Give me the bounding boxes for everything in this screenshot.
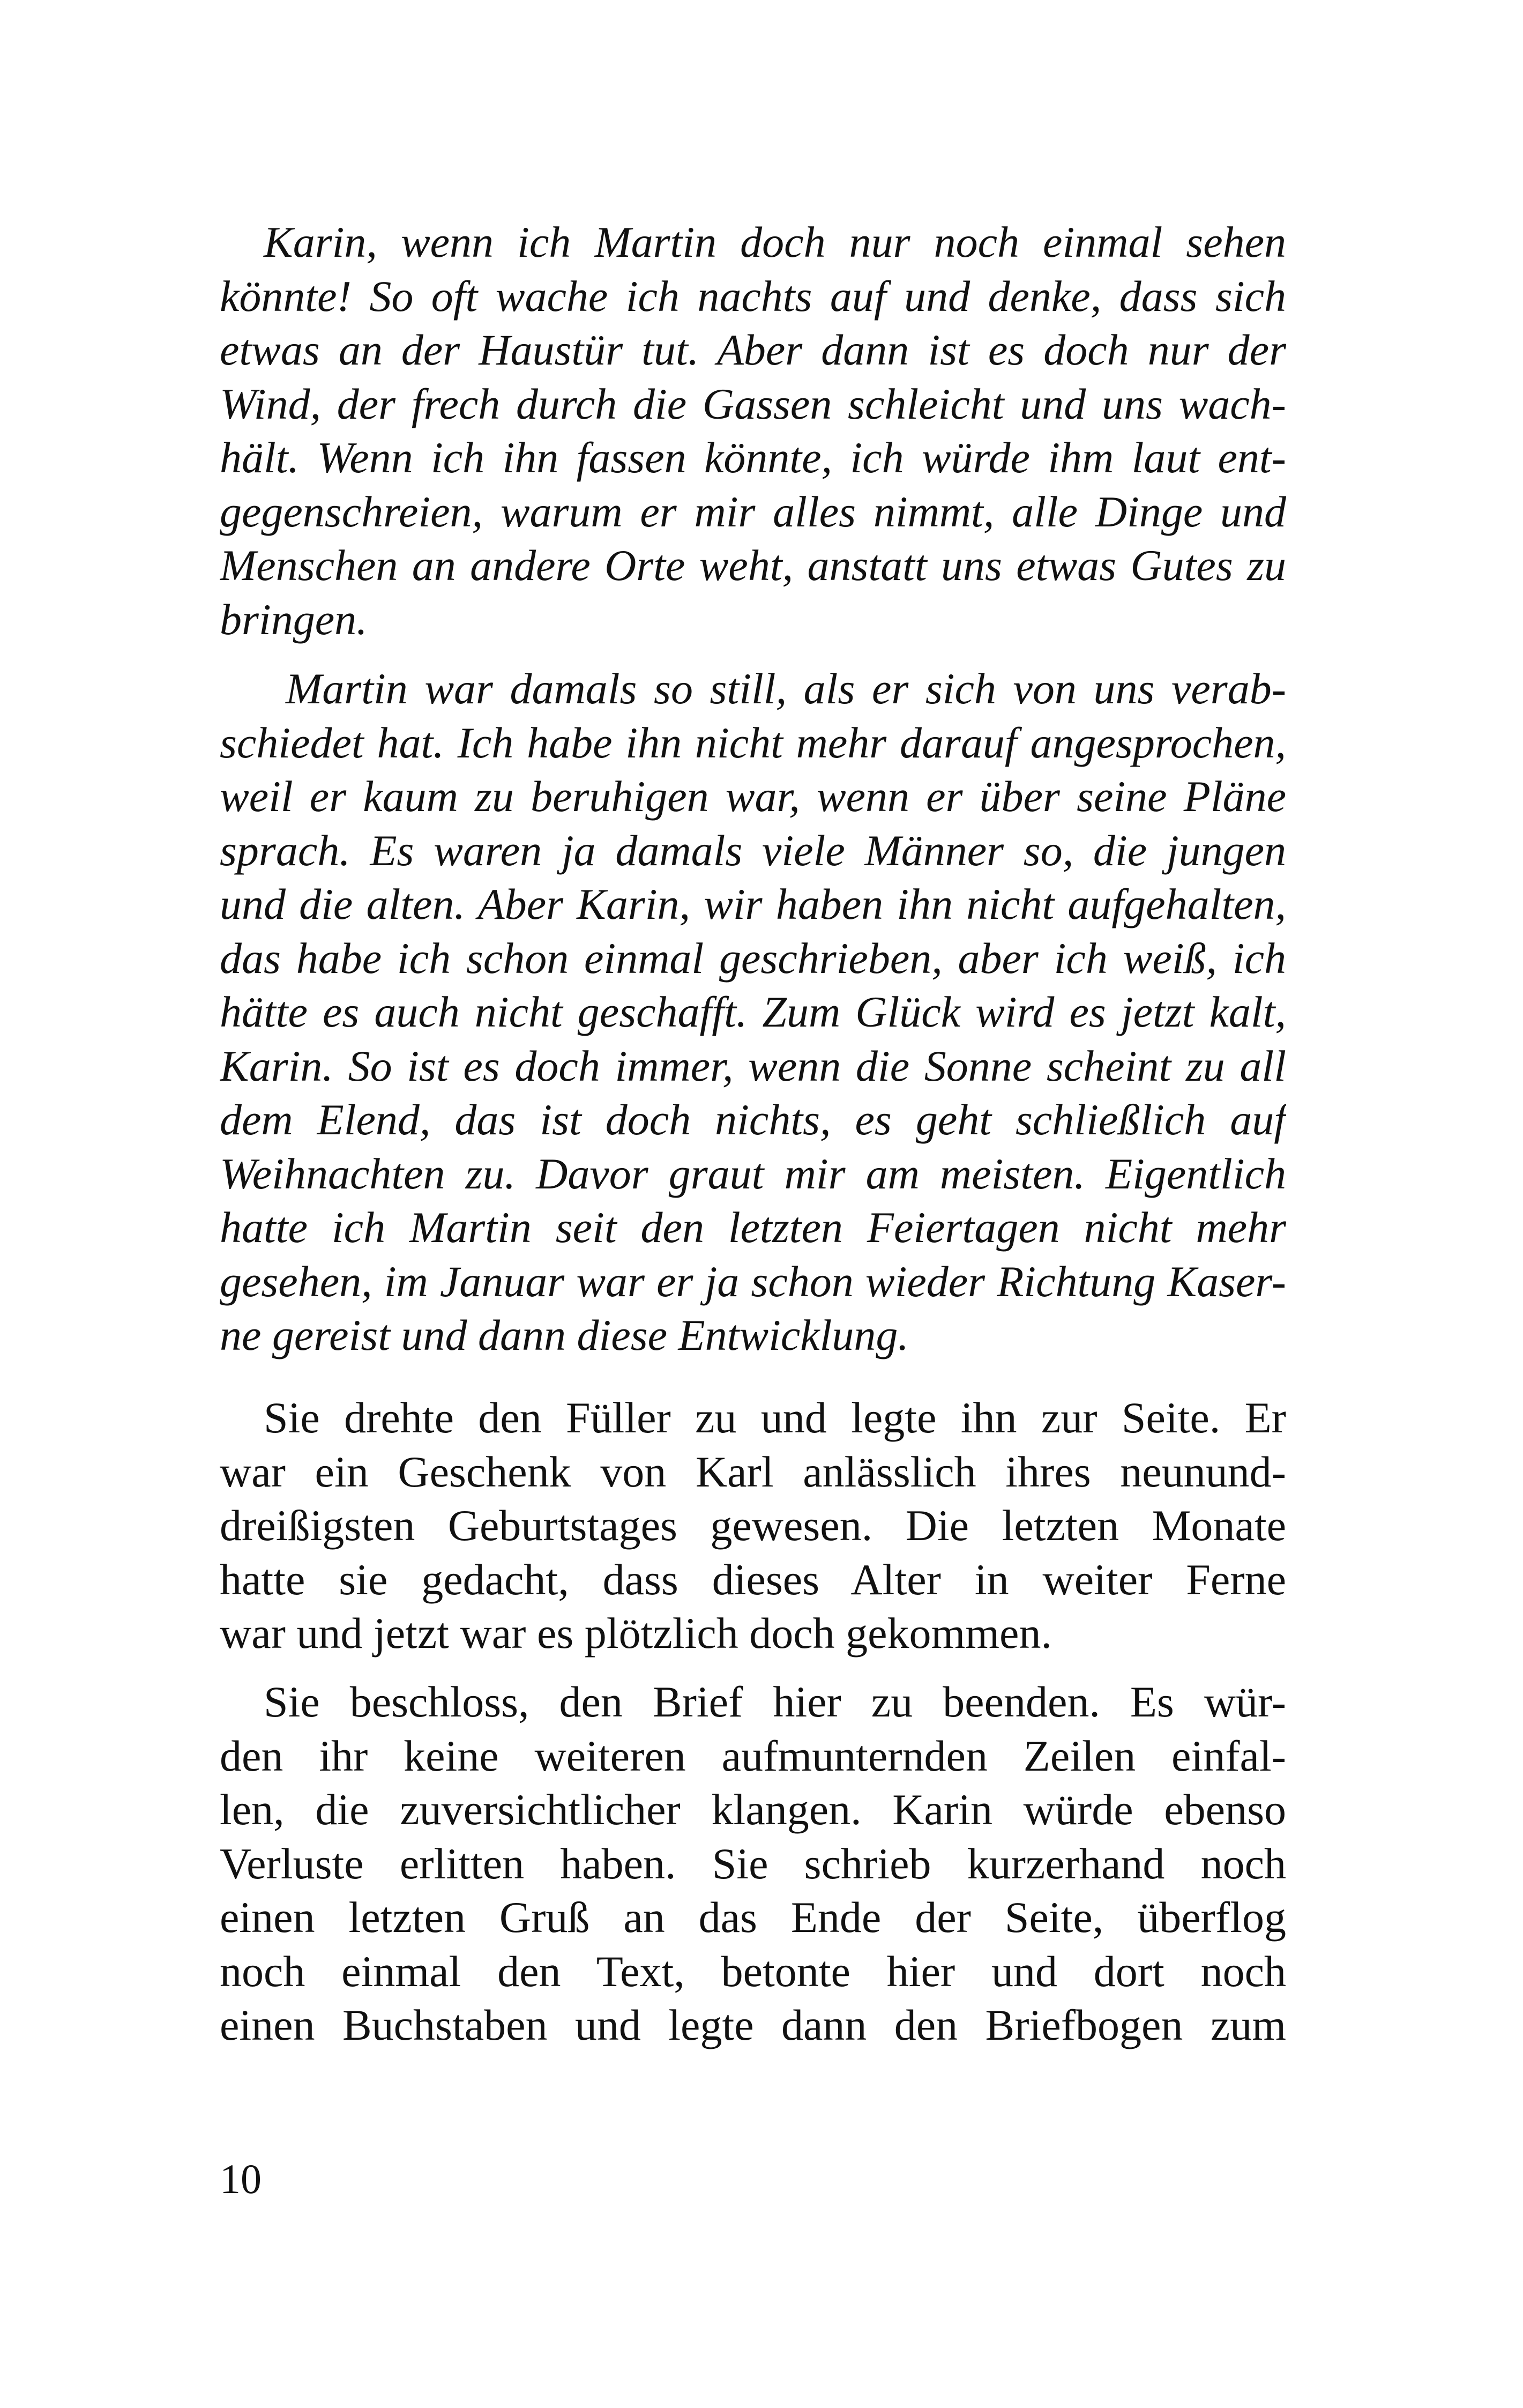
text-line: weil er kaum zu beruhigen war, wenn er über seine Pläne (220, 772, 1286, 821)
text-line: war ein Geschenk von Karl anlässlich ihres neunund- (220, 1447, 1286, 1496)
text-line: sprach. Es waren ja damals viele Männer so, die jungen (220, 826, 1286, 875)
text-line: dem Elend, das ist doch nichts, es geht schließlich auf (220, 1095, 1286, 1144)
text-line: dreißigsten Geburtstages gewesen. Die letzten Monate (220, 1501, 1286, 1550)
text-line: war und jetzt war es plötzlich doch gekommen. (220, 1609, 1052, 1658)
text-line: etwas an der Haustür tut. Aber dann ist es doch nur der (220, 325, 1286, 374)
text-line: ne gereist und dann diese Entwicklung. (220, 1311, 909, 1359)
text-line: gegenschreien, warum er mir alles nimmt, alle Dinge und (220, 487, 1286, 536)
text-line: den ihr keine weiteren aufmunternden Zeilen einfal- (220, 1731, 1286, 1780)
text-line: könnte! So oft wache ich nachts auf und denke, dass sich (220, 271, 1286, 321)
text-line: hätte es auch nicht geschafft. Zum Glück wird es jetzt kalt, (220, 987, 1286, 1036)
page-number: 10 (220, 2156, 262, 2202)
text-line: Karin, wenn ich Martin doch nur noch einmal sehen (220, 218, 1286, 266)
text-line: das habe ich schon einmal geschrieben, aber ich weiß, ich (220, 933, 1286, 983)
paragraph-letter-1 (220, 215, 1286, 646)
text-line: schiedet hat. Ich habe ihn nicht mehr darauf angesprochen, (220, 718, 1286, 767)
text-line: Sie drehte den Füller zu und legte ihn zur Seite. Er (220, 1393, 1286, 1442)
text-line: hatte sie gedacht, dass dieses Alter in weiter Ferne (220, 1555, 1286, 1604)
text-line: Wind, der frech durch die Gassen schleicht und uns wach- (220, 379, 1286, 428)
text-line: Sie beschloss, den Brief hier zu beenden. Es wür- (220, 1677, 1286, 1726)
text-line: hält. Wenn ich ihn fassen könnte, ich würde ihm laut ent- (220, 433, 1286, 482)
text-line: Weihnachten zu. Davor graut mir am meisten. Eigentlich (220, 1149, 1286, 1198)
paragraph-letter-2 (220, 662, 1286, 1363)
text-line: gesehen, im Januar war er ja schon wieder Richtung Kaser- (220, 1257, 1286, 1306)
text-line: und die alten. Aber Karin, wir haben ihn nicht aufgehalten, (220, 880, 1286, 928)
text-line: hatte ich Martin seit den letzten Feiertagen nicht mehr (220, 1203, 1286, 1252)
text-line: Verluste erlitten haben. Sie schrieb kurzerhand noch (220, 1839, 1286, 1888)
paragraph-narration-2 (220, 1675, 1286, 2053)
paragraph-narration-1 (220, 1391, 1286, 1661)
text-line: Martin war damals so still, als er sich von uns verab- (220, 664, 1286, 713)
text-line: einen Buchstaben und legte dann den Briefbogen zum (220, 2001, 1286, 2049)
text-line: bringen. (220, 594, 368, 644)
text-line: einen letzten Gruß an das Ende der Seite, überflog (220, 1893, 1286, 1942)
text-line: Karin. So ist es doch immer, wenn die Sonne scheint zu all (220, 1041, 1286, 1090)
text-line: Menschen an andere Orte weht, anstatt uns etwas Gutes zu (220, 541, 1286, 590)
text-line: noch einmal den Text, betonte hier und dort noch (220, 1946, 1286, 1996)
text-line: len, die zuversichtlicher klangen. Karin würde ebenso (220, 1785, 1286, 1834)
